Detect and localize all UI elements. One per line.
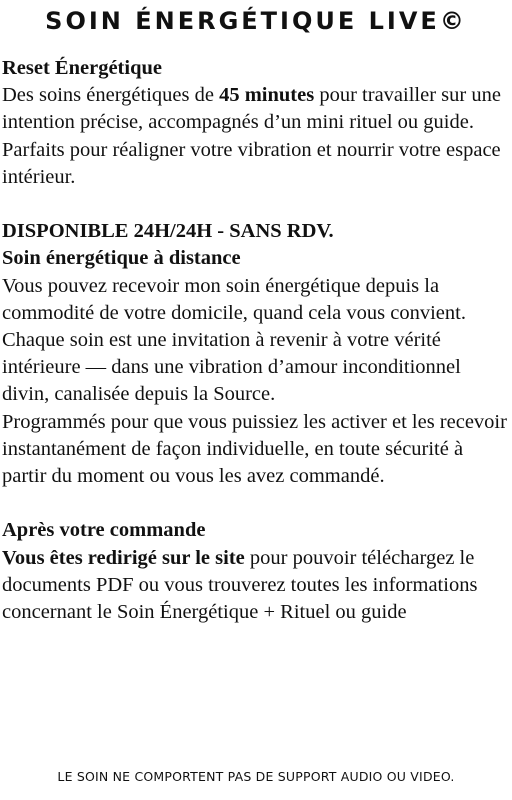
distance-paragraph-2: Chaque soin est une invitation à revenir à votre vérité intérieure — dans une vibration d’amour inconditionnel divin, canalisée depuis la Source. (2, 329, 461, 406)
footer-note: LE SOIN NE COMPORTENT PAS DE SUPPORT AUDIO OU VIDEO. (57, 769, 455, 784)
duration-highlight: 45 minutes (219, 84, 315, 107)
spacer (2, 490, 512, 517)
spacer (2, 191, 512, 218)
distance-paragraph-1: Vous pouvez recevoir mon soin énergétique depuis la commodité de votre domicile, quand cela vous convient. (2, 274, 466, 324)
section-heading-after-order: Après votre commande (2, 519, 206, 542)
reset-description: Des soins énergétiques de 45 minutes pour travailler sur une intention précise, accompagnés d’un mini rituel ou guide. (2, 84, 501, 134)
page-title: SOIN ÉNERGÉTIQUE LIVE© (45, 7, 467, 35)
section-heading-distance: Soin énergétique à distance (2, 247, 241, 270)
after-order-paragraph: Vous êtes redirigé sur le site pour pouvoir téléchargez le documents PDF ou vous trouverez toutes les informations concernant le Soin Énergétique + Rituel ou guide (2, 546, 478, 624)
redirect-highlight: Vous êtes redirigé sur le site (2, 546, 245, 569)
distance-paragraph-3: Programmés pour que vous puissiez les activer et les recevoir instantanément de façon individuelle, en toute sécurité à partir du moment ou vous les avez commandé. (2, 410, 507, 488)
availability-line: DISPONIBLE 24H/24H - SANS RDV. (2, 220, 334, 243)
reset-benefit: Parfaits pour réaligner votre vibration et nourrir votre espace intérieur. (2, 138, 501, 188)
description-body (0, 36, 512, 626)
section-heading-reset: Reset Énergétique (2, 57, 162, 79)
